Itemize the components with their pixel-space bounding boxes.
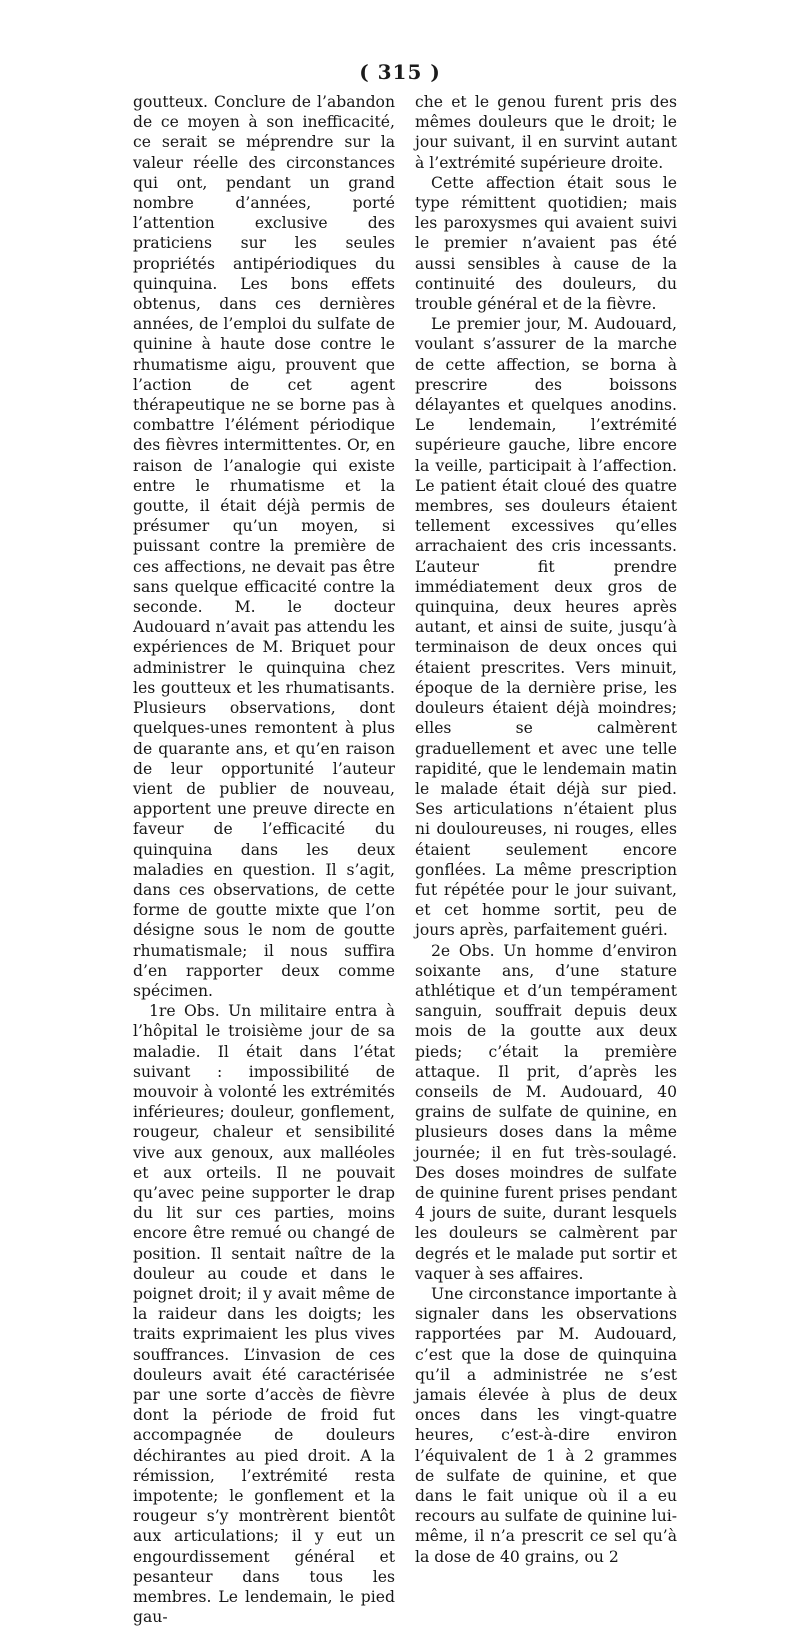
paragraph: goutteux. Conclure de l’abandon de ce moyen à son inefficacité, ce serait se méprendre sur la valeur réelle des circonstances qui ont, pendant un grand nombre d’années, porté l’attention exclusive des praticiens sur les seules propriétés antipériodiques du quinquina. Les bons effets obtenus, dans ces dernières années, de l’emploi du sulfate de quinine à haute dose contre le rhumatisme aigu, prouvent que l’action de cet agent thérapeutique ne se borne pas à combattre l’élément périodique des fièvres intermittentes. Or, en raison de l’analogie qui existe entre le rhumatisme et la goutte, il était déjà permis de présumer qu’un moyen, si puissant contre la première de ces affections, ne devait pas être sans quelque efficacité contre la seconde. M. le docteur Audouard n’avait pas attendu les expériences de M. Briquet pour administrer le quinquina chez les goutteux et les rhumatisants. Plusieurs observations, dont quelques-unes remontent à plus de quarante ans, et qu’en raison de leur opportunité l’auteur vient de publier de nouveau, apportent une preuve directe en faveur de l’efficacité du quinquina dans les deux maladies en question. Il s’agit, dans ces observations, de cette forme de goutte mixte que l’on désigne sous le nom de goutte rhumatismale; il nous suffira d’en rapporter deux comme spécimen.: [133, 93, 395, 1000]
left-column: [133, 92, 395, 1627]
observation-label: 1re Obs.: [149, 1002, 220, 1021]
observation-text: Un militaire entra à l’hôpital le troisième jour de sa maladie. Il était dans l’état suivant : impossibilité de mouvoir à volonté les extrémités inférieures; douleur, gonflement, rougeur, chaleur et sensibilité vive aux genoux, aux malléoles et aux orteils. Il ne pouvait qu’avec peine supporter le drap du lit sur ces parties, moins encore être remué ou changé de position. Il sentait naître de la douleur au coude et dans le poignet droit; il y avait même de la raideur dans les doigts; les traits exprimaient les plus vives souffrances. L’invasion de ces douleurs avait été caractérisée par une sorte d’accès de fièvre dont la période de froid fut accompagnée de douleurs déchirantes au pied droit. A la rémission, l’extrémité resta impotente; le gonflement et la rougeur s’y montrèrent bientôt aux articulations; il y eut un engourdissement général et pesanteur dans tous les membres. Le lendemain, le pied gau-: [133, 1002, 395, 1627]
paragraph: Le premier jour, M. Audouard, voulant s’assurer de la marche de cette affection, se borna à prescrire des boissons délayantes et quelques anodins. Le lendemain, l’extrémité supérieure gauche, libre encore la veille, participait à l’affection. Le patient était cloué des quatre membres, ses douleurs étaient tellement excessives qu’elles arrachaient des cris incessants. L’auteur fit prendre immédiatement deux gros de quinquina, deux heures après autant, et ainsi de suite, jusqu’à terminaison de deux onces qui étaient prescrites. Vers minuit, époque de la dernière prise, les douleurs étaient déjà moindres; elles se calmèrent graduellement et avec une telle rapidité, que le lendemain matin le malade était déjà sur pied. Ses articulations n’étaient plus ni douloureuses, ni rouges, elles étaient seulement encore gonflées. La même prescription fut répétée pour le jour suivant, et cet homme sortit, peu de jours après, parfaitement guéri.: [415, 315, 677, 940]
paragraph: Cette affection était sous le type rémittent quotidien; mais les paroxysmes qui avaient suivi le premier n’avaient pas été aussi sensibles à cause de la continuité des douleurs, du trouble général et de la fièvre.: [415, 173, 677, 314]
page-number: ( 315 ): [359, 60, 441, 84]
right-column: [415, 92, 677, 1567]
paragraph: Une circonstance importante à signaler dans les observations rapportées par M. Audouard, c’est que la dose de quinquina qu’il a administrée ne s’est jamais élevée à plus de deux onces dans les vingt-quatre heures, c’est-à-dire environ l’équivalent de 1 à 2 grammes de sulfate de quinine, et que dans le fait unique où il a eu recours au sulfate de quinine lui-même, il n’a prescrit ce sel qu’à la dose de 40 grains, ou 2: [415, 1284, 677, 1566]
observation-text: Un homme d’environ soixante ans, d’une stature athlétique et d’un tempérament sanguin, souffrait depuis deux mois de la goutte aux deux pieds; c’était la première attaque. Il prit, d’après les conseils de M. Audouard, 40 grains de sulfate de quinine, en plusieurs doses dans la même journée; il en fut très-soulagé. Des doses moindres de sulfate de quinine furent prises pendant 4 jours de suite, durant lesquels les douleurs se calmèrent par degrés et le malade put sortir et vaquer à ses affaires.: [415, 941, 677, 1283]
observation-label: 2e Obs.: [431, 941, 495, 960]
paragraph: che et le genou furent pris des mêmes douleurs que le droit; le jour suivant, il en survint autant à l’extrémité supérieure droite.: [415, 93, 677, 172]
observation-paragraph: [133, 1001, 395, 1627]
observation-paragraph: [415, 941, 677, 1284]
